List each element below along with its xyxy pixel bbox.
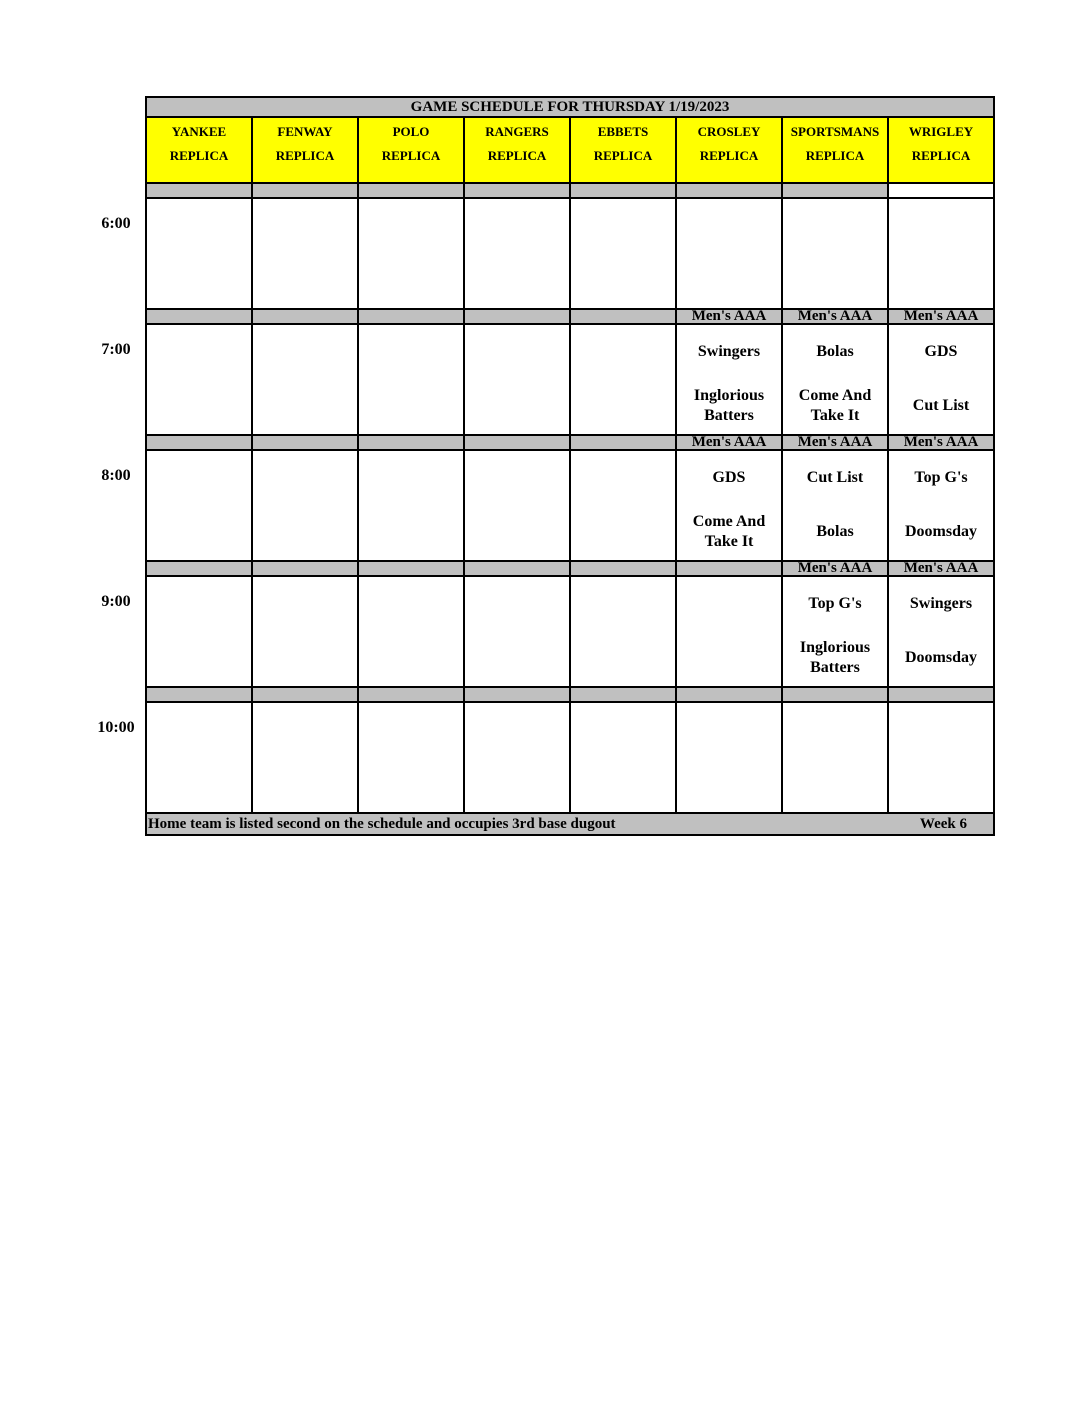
field-subtitle: REPLICA xyxy=(593,148,653,163)
division-row xyxy=(145,560,995,577)
division-cell: Men's AAA xyxy=(889,310,993,323)
time-slots xyxy=(145,182,995,812)
game-cell xyxy=(147,325,253,434)
game-cell xyxy=(465,451,571,560)
schedule-table xyxy=(145,96,995,836)
field-subtitle: REPLICA xyxy=(487,148,547,163)
field-name: RANGERS xyxy=(485,124,549,139)
division-row xyxy=(145,182,995,199)
division-cell xyxy=(465,688,571,701)
time-label: 10:00 xyxy=(97,719,135,736)
game-cell xyxy=(359,703,465,812)
game-cell xyxy=(359,325,465,434)
field-name: WRIGLEY xyxy=(908,124,974,139)
game-cell xyxy=(359,577,465,686)
division-cell xyxy=(571,562,677,575)
home-team-label: Bolas xyxy=(816,523,854,540)
away-team: GDS xyxy=(924,343,958,360)
game-cell xyxy=(677,325,783,434)
game-cell xyxy=(783,199,889,308)
home-team xyxy=(889,511,993,553)
game-cell xyxy=(465,325,571,434)
division-cell xyxy=(359,184,465,197)
game-cell xyxy=(147,577,253,686)
field-name: EBBETS xyxy=(597,124,649,139)
home-team-label: Come And Take It xyxy=(692,513,766,550)
game-cell xyxy=(889,703,993,812)
division-row xyxy=(145,434,995,451)
division-cell xyxy=(147,310,253,323)
time-label: 7:00 xyxy=(101,341,131,358)
time-slot-row xyxy=(145,451,995,560)
field-header-wrigley xyxy=(889,118,993,182)
away-team: Bolas xyxy=(816,343,854,360)
division-cell xyxy=(889,688,993,701)
home-team-label: Cut List xyxy=(912,397,970,414)
game-cell xyxy=(677,451,783,560)
division-cell: Men's AAA xyxy=(783,562,889,575)
field-name: POLO xyxy=(392,124,430,139)
field-header-polo xyxy=(359,118,465,182)
game-cell xyxy=(465,577,571,686)
game-cell xyxy=(889,199,993,308)
time-label: 6:00 xyxy=(101,215,131,232)
division-cell: Men's AAA xyxy=(783,436,889,449)
away-team: Top G's xyxy=(808,595,862,612)
division-cell xyxy=(147,184,253,197)
division-cell: Men's AAA xyxy=(783,310,889,323)
game-cell xyxy=(783,325,889,434)
field-subtitle: REPLICA xyxy=(275,148,335,163)
field-name: FENWAY xyxy=(277,124,333,139)
game-cell xyxy=(465,199,571,308)
field-header-yankee xyxy=(147,118,253,182)
game-cell xyxy=(147,451,253,560)
home-team xyxy=(783,511,887,553)
division-cell xyxy=(253,688,359,701)
away-team: Cut List xyxy=(806,469,864,486)
division-cell xyxy=(571,310,677,323)
time-slot-row xyxy=(145,577,995,686)
game-cell xyxy=(889,577,993,686)
home-team xyxy=(783,385,887,427)
game-cell xyxy=(783,703,889,812)
division-cell: Men's AAA xyxy=(677,310,783,323)
away-team: Swingers xyxy=(909,595,973,612)
field-subtitle: REPLICA xyxy=(911,148,971,163)
division-cell xyxy=(359,310,465,323)
division-cell xyxy=(147,436,253,449)
time-slot-row xyxy=(145,703,995,812)
home-team-label: Doomsday xyxy=(904,523,977,540)
time-label: 8:00 xyxy=(101,467,131,484)
home-team xyxy=(677,511,781,553)
division-cell xyxy=(253,184,359,197)
division-cell xyxy=(465,562,571,575)
field-subtitle: REPLICA xyxy=(381,148,441,163)
game-cell xyxy=(359,199,465,308)
division-cell xyxy=(677,688,783,701)
division-cell xyxy=(465,436,571,449)
division-cell xyxy=(571,184,677,197)
game-cell xyxy=(677,199,783,308)
game-cell xyxy=(571,703,677,812)
away-team: GDS xyxy=(712,469,746,486)
division-cell xyxy=(571,436,677,449)
game-cell xyxy=(783,577,889,686)
home-team xyxy=(889,385,993,427)
field-name: SPORTSMANS xyxy=(790,124,880,139)
division-cell xyxy=(253,436,359,449)
division-cell xyxy=(253,562,359,575)
division-cell xyxy=(465,310,571,323)
schedule-title: GAME SCHEDULE FOR THURSDAY 1/19/2023 xyxy=(145,96,995,118)
game-cell xyxy=(783,451,889,560)
home-team xyxy=(889,637,993,679)
division-cell: Men's AAA xyxy=(677,436,783,449)
field-subtitle: REPLICA xyxy=(699,148,759,163)
division-cell xyxy=(783,688,889,701)
week-label: Week 6 xyxy=(919,816,967,832)
game-cell xyxy=(677,703,783,812)
home-team-label: Inglorious Batters xyxy=(799,639,871,676)
field-name: CROSLEY xyxy=(697,124,761,139)
field-header-sportsmans xyxy=(783,118,889,182)
division-cell xyxy=(465,184,571,197)
field-subtitle: REPLICA xyxy=(805,148,865,163)
game-cell xyxy=(147,703,253,812)
division-cell xyxy=(571,688,677,701)
field-header-fenway xyxy=(253,118,359,182)
home-team-label: Come And Take It xyxy=(798,387,872,424)
division-cell xyxy=(677,184,783,197)
game-cell xyxy=(253,703,359,812)
game-cell xyxy=(571,451,677,560)
division-cell xyxy=(889,184,993,197)
field-subtitle: REPLICA xyxy=(169,148,229,163)
division-cell xyxy=(253,310,359,323)
game-cell xyxy=(253,577,359,686)
time-slot-row xyxy=(145,325,995,434)
away-team: Swingers xyxy=(697,343,761,360)
field-header-row xyxy=(145,118,995,182)
game-cell xyxy=(147,199,253,308)
division-row xyxy=(145,686,995,703)
game-cell xyxy=(677,577,783,686)
home-team-note: Home team is listed second on the schedule and occupies 3rd base dugout xyxy=(148,816,616,832)
home-team xyxy=(677,385,781,427)
division-cell xyxy=(359,562,465,575)
game-cell xyxy=(465,703,571,812)
away-team: Top G's xyxy=(914,469,968,486)
game-cell xyxy=(889,325,993,434)
division-cell xyxy=(359,436,465,449)
home-team-label: Doomsday xyxy=(904,649,977,666)
division-cell xyxy=(783,184,889,197)
field-header-ebbets xyxy=(571,118,677,182)
home-team xyxy=(783,637,887,679)
game-cell xyxy=(571,325,677,434)
time-label: 9:00 xyxy=(101,593,131,610)
division-row xyxy=(145,308,995,325)
division-cell xyxy=(359,688,465,701)
field-header-crosley xyxy=(677,118,783,182)
division-cell xyxy=(147,562,253,575)
game-cell xyxy=(253,199,359,308)
game-cell xyxy=(571,199,677,308)
time-slot-row xyxy=(145,199,995,308)
schedule-footer xyxy=(145,812,995,836)
field-header-rangers xyxy=(465,118,571,182)
division-cell: Men's AAA xyxy=(889,436,993,449)
game-cell xyxy=(359,451,465,560)
home-team-label: Inglorious Batters xyxy=(693,387,765,424)
division-cell: Men's AAA xyxy=(889,562,993,575)
game-cell xyxy=(889,451,993,560)
division-cell xyxy=(677,562,783,575)
division-cell xyxy=(147,688,253,701)
field-name: YANKEE xyxy=(171,124,227,139)
game-cell xyxy=(253,325,359,434)
game-cell xyxy=(253,451,359,560)
game-cell xyxy=(571,577,677,686)
